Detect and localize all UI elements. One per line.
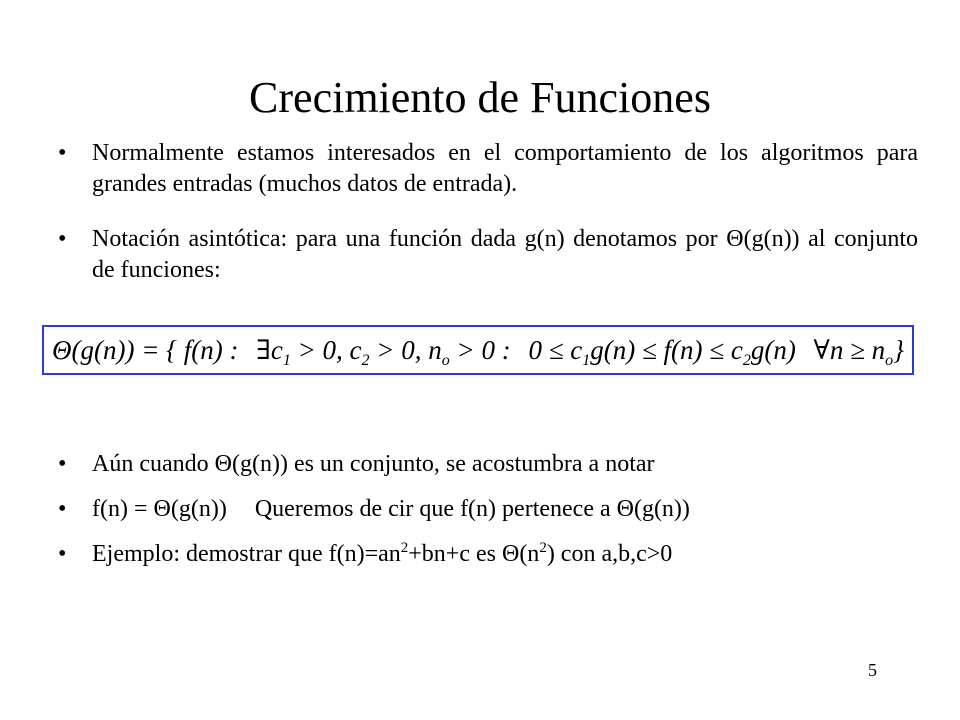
formula-conditions: $\exists c_1 > 0$, $c_2 > 0$, $n_o > 0$ : bbox=[256, 334, 511, 369]
bullet-dot: • bbox=[58, 226, 67, 252]
bullet-item bbox=[58, 449, 918, 480]
formula-quantifier: ∀n ≥ $n_o$} bbox=[813, 334, 904, 369]
bullet-item bbox=[58, 138, 918, 200]
page-number: 5 bbox=[868, 660, 877, 680]
bullet-item bbox=[58, 539, 918, 570]
bullet-dot: • bbox=[58, 496, 67, 522]
bullet-text: Notación asintótica: para una función dada g(n) denotamos por Θ(g(n)) al conjunto de funciones: bbox=[92, 226, 918, 283]
bullet-text: f(n) = Θ(g(n)) bbox=[92, 496, 227, 522]
bullet-list-bottom bbox=[58, 449, 918, 584]
bullet-item bbox=[58, 224, 918, 286]
bullet-text-continuation: Queremos de cir que f(n) pertenece a Θ(g(n)) bbox=[254, 496, 690, 522]
theta-definition-formula bbox=[42, 325, 914, 375]
bullet-dot: • bbox=[58, 541, 67, 567]
bullet-text: Normalmente estamos interesados en el comportamiento de los algoritmos para grandes entradas (muchos datos de entrada). bbox=[92, 140, 918, 197]
bullet-item bbox=[58, 494, 918, 525]
bullet-text: Ejemplo: demostrar que $f(n)=an^2+bn+c$ es $\Theta(n^2)$ con a,b,c>0 bbox=[92, 540, 673, 567]
bullet-text: Aún cuando Θ(g(n)) es un conjunto, se acostumbra a notar bbox=[92, 451, 655, 477]
formula-inequality: $0 \le c_1g(n) \le f(n) \le c_2g(n)$ bbox=[528, 334, 796, 369]
bullet-dot: • bbox=[58, 140, 67, 166]
formula-lhs: Θ(g(n)) = { f(n) : bbox=[52, 334, 239, 365]
slide-title: Crecimiento de Funciones bbox=[249, 73, 711, 122]
bullet-dot: • bbox=[58, 451, 67, 477]
